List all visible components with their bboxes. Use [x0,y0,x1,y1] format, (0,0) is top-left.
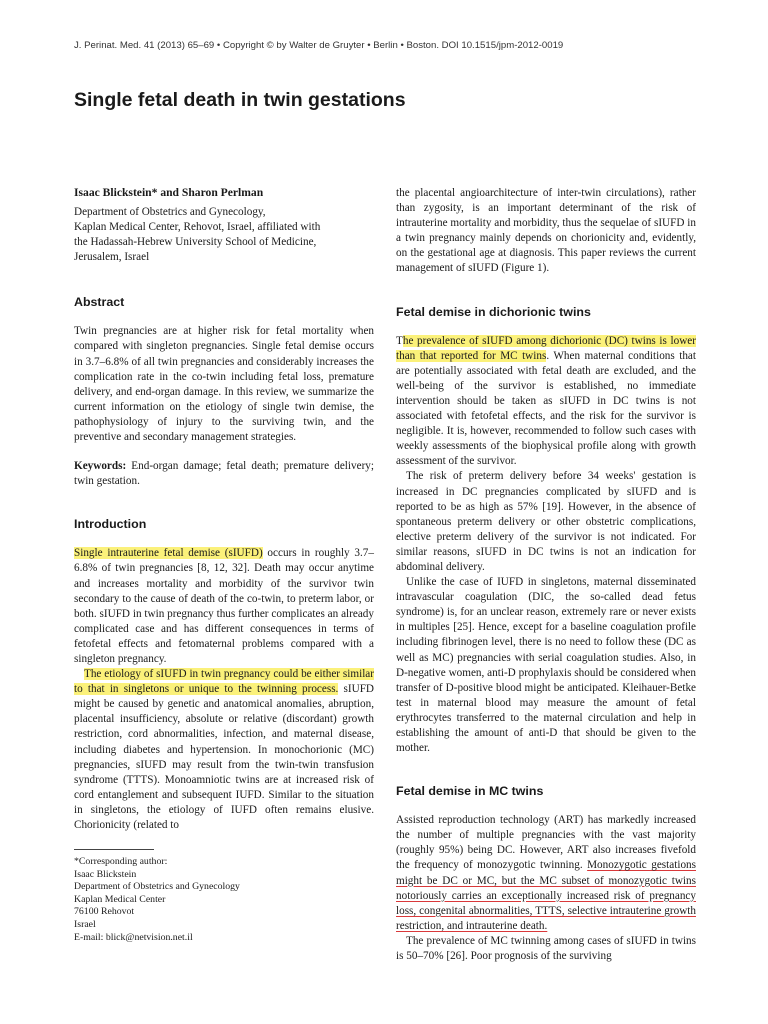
journal-header: J. Perinat. Med. 41 (2013) 65–69 • Copyright © by Walter de Gruyter • Berlin • Boston. DOI 10.1515/jpm-2012-0019 [74,40,564,51]
paragraph-text: T [396,334,403,347]
intro-paragraph-2 [74,667,374,833]
dc-paragraph-3: Unlike the case of IUFD in singletons, maternal disseminated intravascular coagulation (DIC, the so-called dead fetus syndrome) is, for an unclear reason, extremely rare or never exists in multiples [25]. Hence, except for a baseline coagulation profile including fibrinogen level, there is no need to follow these (DC as well as MC) pregnancies with serial coagulation studies. Also, in D-negative women, anti-D prophylaxis should be considered when transfer of D-positive blood might be anticipated. Kleihauer-Betke test in maternal blood may measure the amount of fetal erythrocytes transferred to the maternal circulation and help in establishing the amount of anti-D that should be given to the mother. [396,576,696,755]
paragraph-text: . When maternal conditions that are potentially associated with fetal death are excluded, and the well-being of the survivor is established, no immediate intervention should be taken as sIUFD in DC twins is not associated with fetofetal effects, and the risk for the survivor is negligible. It is, however, recommended to follow such cases with weekly assessments of the biophysical profile along with growth assessment of the survivor. [396,349,696,468]
affiliation-line: the Hadassah-Hebrew University School of Medicine, [74,236,317,249]
right-column [396,186,696,964]
dc-paragraph-1 [396,334,696,470]
mc-paragraph-1 [396,813,696,934]
footnote-line: *Corresponding author: [74,856,168,868]
highlighted-text: he prevalence of sIUFD among dichorionic (DC) twins is lower than that reported for MC twins [396,334,696,362]
mc-section-heading: Fetal demise in MC twins [396,784,544,799]
authors: Isaac Blickstein* and Sharon Perlman [74,186,264,199]
left-column [74,186,374,944]
footnote-line: Kaplan Medical Center [74,893,166,905]
keywords-text: End-organ damage; fetal death; premature delivery; twin gestation. [74,460,374,488]
abstract-heading: Abstract [74,295,125,310]
paragraph-text: sIUFD might be caused by genetic and anatomical anomalies, abruption, placental insufficiency, absolute or relative (discordant) growth restriction, cord abnormalities, infection, and maternal disease, including diabetes and hypertension. In monochorionic (MC) pregnancies, sIUFD may result from the twin-twin transfusion syndrome (TTTS). Monoamniotic twins are at increased risk of cord entanglement and subsequent IUFD. Similar to the situation in singletons, the etiology of IUFD often remains elusive. Chorionicity (related to [74,683,374,831]
dc-section-heading: Fetal demise in dichorionic twins [396,304,591,319]
footnote [74,849,374,944]
keywords [74,459,374,489]
introduction-heading: Introduction [74,517,147,532]
article-title: Single fetal death in twin gestations [74,89,406,111]
paragraph-text: occurs in roughly 3.7–6.8% of twin pregnancies [8, 12, 32]. Death may occur anytime and increases mortality and morbidity of the survivor twin secondary to the cause of death of the co-twin, to preterm labor, or both. sIUFD in twin pregnancy thus further complicates an already complicated case and has different consequences in terms of fetofetal effects and fetomaternal problems compared with a singleton pregnancy. [74,547,374,665]
paragraph-text: Assisted reproduction technology (ART) has markedly increased the number of multiple pregnancies with the vast majority (roughly 95%) being DC. However, ART also increases fivefold the frequency of monozygotic twinning. [396,814,696,872]
affiliation-line: Kaplan Medical Center, Rehovot, Israel, affiliated with [74,221,321,234]
affiliation-line: Department of Obstetrics and Gynecology, [74,206,266,218]
intro-continuation: the placental angioarchitecture of inter-twin circulations), rather than zygosity, is an important determinant of the risk of intrauterine mortality and morbidity, thus the sequelae of sIUFD in a twin pregnancy mainly depends on chorionicity and, evidently, on the gestational age at diagnosis. This paper reviews the current management of sIUFD (Figure 1). [396,187,696,275]
footnote-line: Department of Obstetrics and Gynecology [74,881,240,893]
mc-paragraph-2: The prevalence of MC twinning among cases of sIUFD in twins is 50–70% [26]. Poor prognosis of the surviving [396,934,696,963]
footnote-line: Isaac Blickstein [74,868,137,880]
highlighted-text: Single intrauterine fetal demise (sIUFD) [74,547,263,560]
footnote-line: 76100 Rehovot [74,906,135,918]
underlined-text: Monozygotic gestations might be DC or MC, but the MC subset of monozygotic twins notoriously carries an exceptionally increased risk of pregnancy loss, congenital abnormalities, TTTS, selective intrauterine growth restriction, and intrauterine death. [396,859,696,932]
affiliation-line: Jerusalem, Israel [74,251,150,264]
keywords-label: Keywords: [74,460,127,473]
intro-paragraph-1 [74,546,374,667]
abstract-text: Twin pregnancies are at higher risk for fetal mortality when compared with singleton pregnancies. Single fetal demise occurs in 3.7–6.8% of all twin pregnancies and considerably increases the complication rate in the co-twin including fetal loss, premature delivery, and end-organ damage. In this review, we summarize the current information on the etiology of single twin demise, the pathophysiology of injury to the surviving twin, and the preventive and secondary management strategies. [74,325,374,444]
footnote-rule [74,849,154,850]
affiliation [74,205,374,265]
footnote-email[interactable]: E-mail: blick@netvision.net.il [74,931,193,943]
dc-paragraph-2: The risk of preterm delivery before 34 weeks' gestation is increased in DC pregnancies complicated by sIUFD and is reported to be as high as 57% [19]. However, in the absence of spontaneous preterm delivery or other obstetric complications, elective preterm delivery of the survivor is not indicated. For similar reasons, sIUFD in DC twins is not an indication for abdominal delivery. [396,470,696,573]
footnote-line: Israel [74,919,96,931]
highlighted-text: The etiology of sIUFD in twin pregnancy could be either similar to that in singletons or unique to the twinning process. [74,668,374,696]
